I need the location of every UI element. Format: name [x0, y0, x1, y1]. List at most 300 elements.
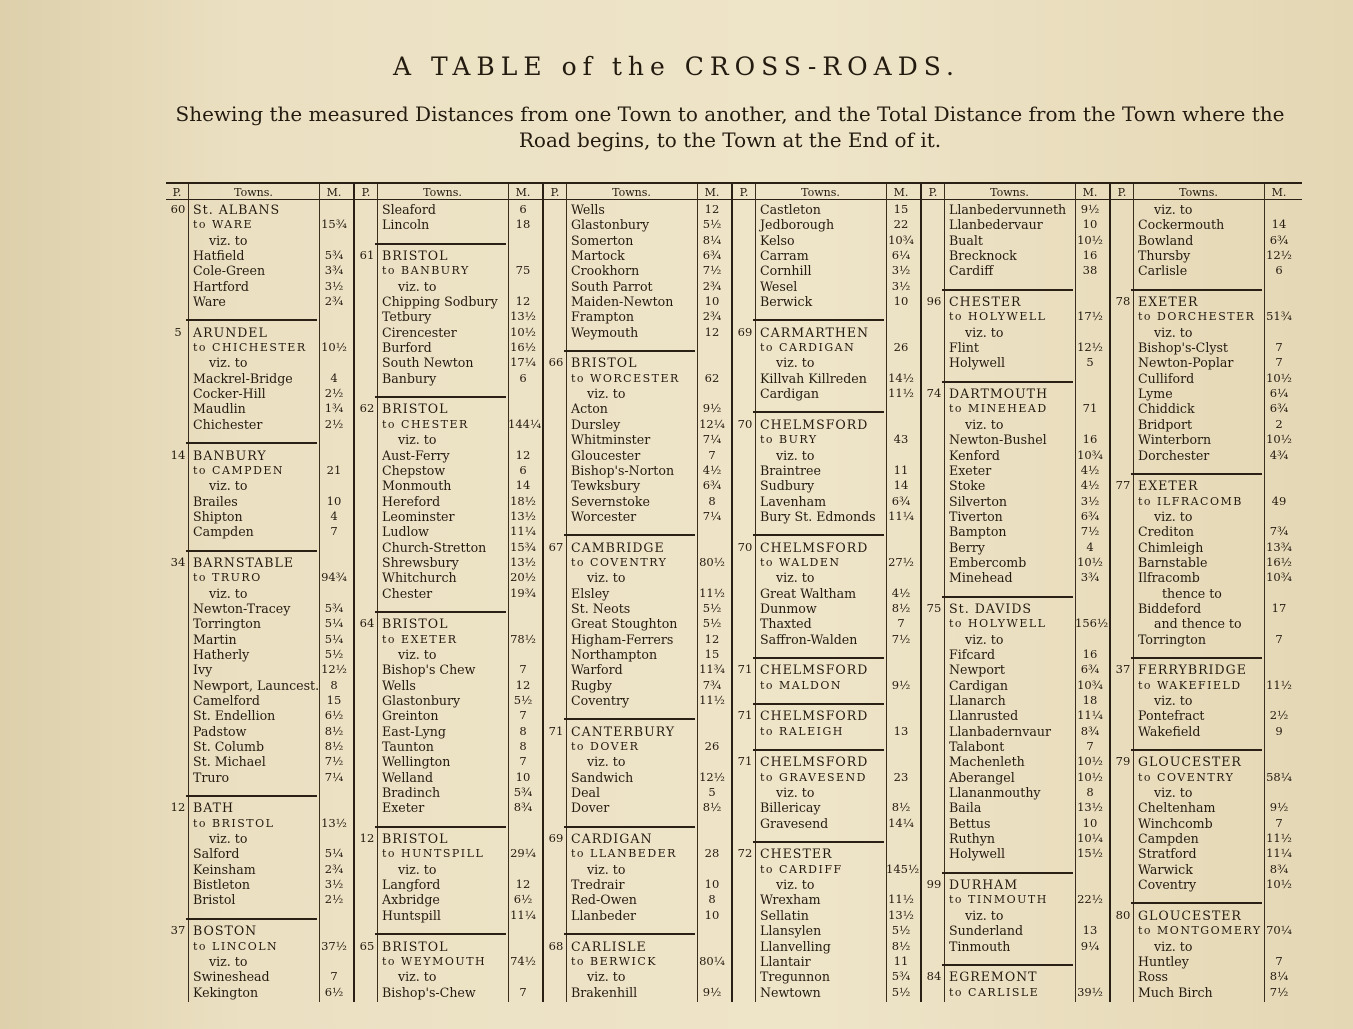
separator-rule — [942, 381, 1073, 383]
miles: 9 — [1275, 723, 1283, 738]
table-row — [922, 662, 1111, 677]
miles: 10 — [704, 907, 720, 922]
table-row — [1111, 248, 1300, 263]
table-row — [1111, 862, 1300, 877]
table-row — [166, 294, 355, 309]
town-name: Axbridge — [382, 892, 440, 908]
town-name: Glastonbury — [382, 693, 461, 708]
section-separator — [733, 524, 922, 539]
miles: 7½ — [1269, 984, 1289, 999]
town-name: Llanbedervunneth — [949, 202, 1067, 217]
header-towns: Towns. — [801, 186, 840, 199]
header-m: M. — [1271, 186, 1287, 199]
miles: 7¾ — [1269, 524, 1289, 539]
miles: 12½ — [321, 662, 347, 677]
table-row — [166, 770, 355, 785]
miles: 3½ — [324, 877, 344, 892]
table-row — [166, 954, 355, 969]
page-number: 68 — [548, 938, 564, 953]
miles: 12 — [704, 202, 720, 216]
town-name: Chimleigh — [1138, 539, 1204, 555]
town-name: Llananmouthy — [949, 785, 1041, 801]
table-row — [733, 662, 922, 677]
separator-rule — [942, 596, 1073, 598]
table-row — [355, 739, 544, 754]
table-row — [922, 401, 1111, 416]
town-name: Chipping Sodbury — [382, 294, 498, 310]
subtitle-line-2: Road begins, to the Town at the End of it. — [518, 128, 942, 152]
header-p: P. — [739, 186, 749, 199]
table-row — [544, 647, 733, 662]
town-heading: GLOUCESTER — [1138, 754, 1242, 770]
miles: 94¾ — [321, 570, 347, 585]
header-m: M. — [893, 186, 909, 199]
miles: 10½ — [1266, 370, 1292, 385]
town-name: Coventry — [1138, 877, 1197, 893]
table-row — [1111, 340, 1300, 355]
table-row — [166, 263, 355, 278]
town-name: Dursley — [571, 416, 621, 432]
table-column — [166, 202, 355, 1000]
route-destination: to DORCHESTER — [1138, 310, 1256, 324]
miles: 43 — [893, 432, 909, 447]
miles: 14 — [893, 478, 909, 493]
page-number: 79 — [1115, 754, 1131, 769]
town-name: viz. to — [398, 432, 437, 448]
route-destination: to HUNTSPILL — [382, 847, 485, 861]
separator-rule — [753, 411, 884, 413]
table-row — [733, 217, 922, 232]
table-row — [733, 555, 922, 570]
miles: 14 — [1271, 217, 1287, 232]
town-name: Tiverton — [949, 508, 1003, 524]
town-name: viz. to — [965, 907, 1004, 923]
town-name: Llantair — [760, 953, 811, 969]
miles: 3½ — [891, 278, 911, 293]
header-p: P. — [361, 186, 371, 199]
table-row — [733, 754, 922, 769]
section-separator — [1111, 279, 1300, 294]
miles: 12 — [515, 294, 531, 309]
town-heading: GLOUCESTER — [1138, 907, 1242, 923]
miles: 16½ — [1266, 554, 1292, 569]
miles: 15¾ — [510, 539, 536, 554]
miles: 13½ — [888, 907, 914, 922]
route-destination: to MONTGOMERY — [1138, 924, 1262, 938]
town-name: Hatherly — [193, 646, 250, 662]
route-destination: to WAKEFIELD — [1138, 678, 1242, 692]
town-name: Exeter — [949, 462, 992, 478]
table-row — [922, 202, 1111, 217]
town-name: Chepstow — [382, 462, 446, 478]
town-name: Leominster — [382, 508, 455, 524]
page-number: 77 — [1115, 478, 1131, 493]
table-row — [355, 985, 544, 1000]
town-name: Machenleth — [949, 754, 1025, 770]
miles: 7 — [708, 447, 716, 462]
miles: 8½ — [702, 800, 722, 815]
header-towns: Towns. — [990, 186, 1029, 199]
section-separator — [355, 386, 544, 401]
miles: 8½ — [891, 600, 911, 615]
miles: 74½ — [510, 953, 536, 968]
town-heading: BRISTOL — [571, 355, 638, 371]
miles: 70¼ — [1266, 923, 1292, 938]
table-row — [166, 985, 355, 1000]
town-name: and thence to — [1154, 616, 1242, 632]
table-row — [922, 432, 1111, 447]
miles: 11½ — [1266, 677, 1292, 692]
miles: 13½ — [510, 554, 536, 569]
town-heading: ARUNDEL — [193, 324, 268, 340]
town-name: Wellington — [382, 754, 451, 770]
table-row — [166, 279, 355, 294]
route-destination: to CARDIFF — [760, 862, 843, 876]
separator-rule — [1131, 902, 1262, 904]
subtitle-line-1: Shewing the measured Distances from one Town to another, and the Total Distance from the Town where the — [175, 102, 1285, 126]
table-row — [922, 248, 1111, 263]
miles: 6¼ — [1269, 386, 1289, 401]
page-number: 61 — [359, 248, 375, 263]
miles: 2¾ — [324, 294, 344, 309]
page-number: 71 — [548, 723, 564, 738]
section-separator — [733, 831, 922, 846]
miles: 13 — [1082, 923, 1098, 938]
table-row — [1111, 693, 1300, 708]
town-name: viz. to — [776, 355, 815, 371]
town-name: Holywell — [949, 846, 1005, 862]
table-row — [166, 816, 355, 831]
table-row — [166, 601, 355, 616]
miles: 7 — [330, 969, 338, 984]
table-row — [1111, 939, 1300, 954]
town-name: Sudbury — [760, 478, 815, 494]
town-name: Holywell — [949, 355, 1005, 371]
miles: 5½ — [891, 923, 911, 938]
page-number: 65 — [359, 938, 375, 953]
table-row — [544, 309, 733, 324]
town-name: Much Birch — [1138, 984, 1213, 1000]
town-name: Coventry — [571, 693, 630, 708]
page-number: 64 — [359, 616, 375, 631]
town-name: Martock — [571, 248, 625, 264]
table-row — [355, 954, 544, 969]
table-row — [544, 908, 733, 923]
table-row — [1111, 448, 1300, 463]
table-row — [166, 831, 355, 846]
miles: 7½ — [702, 263, 722, 278]
table-row — [922, 570, 1111, 585]
table-row — [544, 432, 733, 447]
route-destination: to HOLYWELL — [949, 310, 1047, 324]
town-name: Red-Owen — [571, 892, 637, 908]
table-row — [544, 233, 733, 248]
table-row — [922, 540, 1111, 555]
header-towns: Towns. — [1179, 186, 1218, 199]
table-row — [922, 448, 1111, 463]
table-row — [733, 432, 922, 447]
table-row — [922, 800, 1111, 815]
table-row — [166, 969, 355, 984]
town-name: Hatfield — [193, 248, 245, 264]
miles: 19¾ — [510, 585, 536, 600]
miles: 28 — [704, 846, 720, 861]
route-destination: to CAMPDEN — [193, 463, 285, 477]
route-destination: to CARLISLE — [949, 985, 1040, 999]
town-name: Stoke — [949, 478, 986, 494]
table-row — [355, 754, 544, 769]
section-separator — [1111, 463, 1300, 478]
miles: 75 — [515, 263, 531, 278]
miles: 18 — [1082, 693, 1098, 707]
page-number: 70 — [737, 416, 753, 431]
miles: 12½ — [1266, 248, 1292, 263]
miles: 7 — [519, 662, 527, 677]
table-row — [1111, 632, 1300, 647]
table-row — [922, 601, 1111, 616]
miles: 7 — [1275, 953, 1283, 968]
town-name: viz. to — [209, 585, 248, 601]
table-row — [922, 754, 1111, 769]
miles: 58¼ — [1266, 769, 1292, 784]
table-row — [355, 371, 544, 386]
section-separator — [733, 693, 922, 708]
section-separator — [733, 309, 922, 324]
town-heading: DARTMOUTH — [949, 386, 1049, 402]
miles: 9½ — [702, 984, 722, 999]
miles: 51¾ — [1266, 309, 1292, 324]
miles: 6½ — [324, 708, 344, 723]
town-name: Berry — [949, 539, 985, 555]
table-row — [166, 708, 355, 723]
town-name: Tregunnon — [760, 969, 830, 985]
section-separator — [355, 923, 544, 938]
table-row — [544, 570, 733, 585]
table-row — [355, 586, 544, 601]
table-row — [544, 540, 733, 555]
table-row — [733, 540, 922, 555]
town-name: Jedborough — [760, 217, 835, 233]
header-towns: Towns. — [423, 186, 462, 199]
table-row — [733, 371, 922, 386]
town-name: Winchcomb — [1138, 815, 1213, 831]
town-heading: CHELMSFORD — [760, 539, 869, 555]
miles: 7 — [1086, 739, 1094, 754]
miles: 2½ — [324, 416, 344, 431]
miles: 16 — [1082, 646, 1098, 661]
town-name: Crookhorn — [571, 263, 640, 279]
route-destination: to LLANBEDER — [571, 847, 677, 861]
separator-rule — [1131, 657, 1262, 659]
table-row — [922, 309, 1111, 324]
section-separator — [733, 647, 922, 662]
miles: 10¾ — [1077, 677, 1103, 692]
route-destination: to TINMOUTH — [949, 893, 1048, 907]
route-destination: to DOVER — [571, 740, 640, 754]
town-name: viz. to — [209, 232, 248, 248]
table-row — [1111, 724, 1300, 739]
table-row — [355, 877, 544, 892]
miles: 7 — [1275, 815, 1283, 830]
separator-rule — [186, 795, 317, 797]
town-name: Cardigan — [760, 386, 819, 402]
page-number: 96 — [926, 294, 942, 309]
table-row — [922, 693, 1111, 708]
table-column — [733, 202, 922, 1000]
separator-rule — [564, 350, 695, 352]
page-number: 99 — [926, 877, 942, 892]
miles: 4½ — [702, 462, 722, 477]
miles: 6 — [519, 462, 527, 477]
town-name: Deal — [571, 785, 601, 801]
table-row — [355, 524, 544, 539]
table-row — [1111, 816, 1300, 831]
table-row — [544, 678, 733, 693]
town-name: Wrexham — [760, 892, 821, 908]
miles: 10 — [1082, 217, 1098, 232]
miles: 11½ — [699, 693, 725, 707]
table-row — [733, 632, 922, 647]
page-number: 60 — [170, 202, 186, 216]
table-row — [355, 908, 544, 923]
town-name: Thaxted — [760, 616, 812, 632]
route-destination: to COVENTRY — [571, 555, 668, 569]
town-name: viz. to — [398, 278, 437, 294]
town-name: Cockermouth — [1138, 217, 1225, 233]
miles: 10½ — [1266, 877, 1292, 892]
separator-rule — [753, 749, 884, 751]
table-column — [922, 202, 1111, 1000]
route-destination: to WARE — [193, 218, 254, 232]
miles: 38 — [1082, 263, 1098, 278]
section-separator — [166, 309, 355, 324]
table-row — [922, 908, 1111, 923]
table-row — [544, 800, 733, 815]
miles: 9½ — [702, 401, 722, 416]
miles: 22½ — [1077, 892, 1103, 907]
cross-roads-table — [166, 182, 1302, 1002]
miles: 16 — [1082, 432, 1098, 447]
table-row — [355, 509, 544, 524]
town-heading: BATH — [193, 800, 235, 816]
table-row — [355, 862, 544, 877]
table-row — [355, 555, 544, 570]
table-row — [1111, 969, 1300, 984]
table-row — [355, 340, 544, 355]
table-row — [1111, 263, 1300, 278]
separator-rule — [375, 611, 506, 613]
town-name: viz. to — [587, 386, 626, 402]
town-name: Wells — [571, 202, 605, 217]
miles: 7 — [1275, 631, 1283, 646]
town-name: Maiden-Newton — [571, 294, 674, 310]
town-heading: DURHAM — [949, 877, 1019, 893]
table-row — [544, 217, 733, 232]
route-destination: to CHICHESTER — [193, 341, 307, 355]
table-row — [922, 739, 1111, 754]
separator-rule — [564, 933, 695, 935]
town-name: Lyme — [1138, 386, 1173, 402]
miles: 156½ — [1075, 616, 1109, 631]
table-row — [166, 386, 355, 401]
table-row — [355, 647, 544, 662]
town-heading: CHELMSFORD — [760, 416, 869, 432]
miles: 9½ — [1269, 800, 1289, 815]
miles: 12 — [515, 447, 531, 462]
town-heading: BRISTOL — [382, 831, 449, 847]
page-number: 37 — [1115, 662, 1131, 677]
miles: 6 — [519, 370, 527, 385]
miles: 15 — [326, 693, 342, 707]
table-column — [355, 202, 544, 1000]
miles: 5¾ — [891, 969, 911, 984]
town-name: Martin — [193, 631, 237, 647]
table-row — [544, 616, 733, 631]
header-m: M. — [326, 186, 342, 199]
section-separator — [166, 908, 355, 923]
table-row — [733, 340, 922, 355]
table-row — [1111, 555, 1300, 570]
town-name: viz. to — [1154, 693, 1193, 708]
miles: 2¾ — [324, 861, 344, 876]
miles: 10 — [893, 294, 909, 309]
town-name: Bristol — [193, 892, 236, 908]
table-row — [544, 693, 733, 708]
miles: 6½ — [324, 984, 344, 999]
table-row — [1111, 325, 1300, 340]
table-row — [355, 202, 544, 217]
separator-rule — [375, 826, 506, 828]
town-heading: CAMBRIDGE — [571, 539, 665, 555]
town-name: viz. to — [776, 570, 815, 586]
miles: 11½ — [888, 892, 914, 907]
separator-rule — [564, 826, 695, 828]
miles: 9½ — [891, 677, 911, 692]
town-heading: St. ALBANS — [193, 202, 281, 217]
table-row — [544, 954, 733, 969]
table-row — [733, 816, 922, 831]
town-name: Burford — [382, 340, 432, 356]
table-row — [166, 739, 355, 754]
table-column — [1111, 202, 1300, 1000]
town-heading: CHESTER — [949, 294, 1022, 310]
section-separator — [922, 862, 1111, 877]
town-name: Campden — [1138, 831, 1199, 847]
section-separator — [355, 816, 544, 831]
miles: 7 — [1275, 355, 1283, 370]
table-row — [544, 386, 733, 401]
table-row — [166, 463, 355, 478]
separator-rule — [375, 933, 506, 935]
town-name: Exeter — [382, 800, 425, 816]
page-number: 70 — [737, 539, 753, 554]
town-name: viz. to — [587, 754, 626, 770]
miles: 145½ — [886, 861, 920, 876]
table-row — [544, 601, 733, 616]
table-row — [733, 678, 922, 693]
table-row — [1111, 202, 1300, 217]
miles: 10¾ — [888, 232, 914, 247]
page-number: 12 — [359, 831, 375, 846]
town-name: Northampton — [571, 646, 658, 662]
table-row — [1111, 586, 1300, 601]
page-number: 62 — [359, 401, 375, 416]
table-row — [1111, 770, 1300, 785]
miles: 8 — [708, 493, 716, 508]
table-row — [544, 632, 733, 647]
route-destination: to EXETER — [382, 632, 458, 646]
section-separator — [355, 601, 544, 616]
